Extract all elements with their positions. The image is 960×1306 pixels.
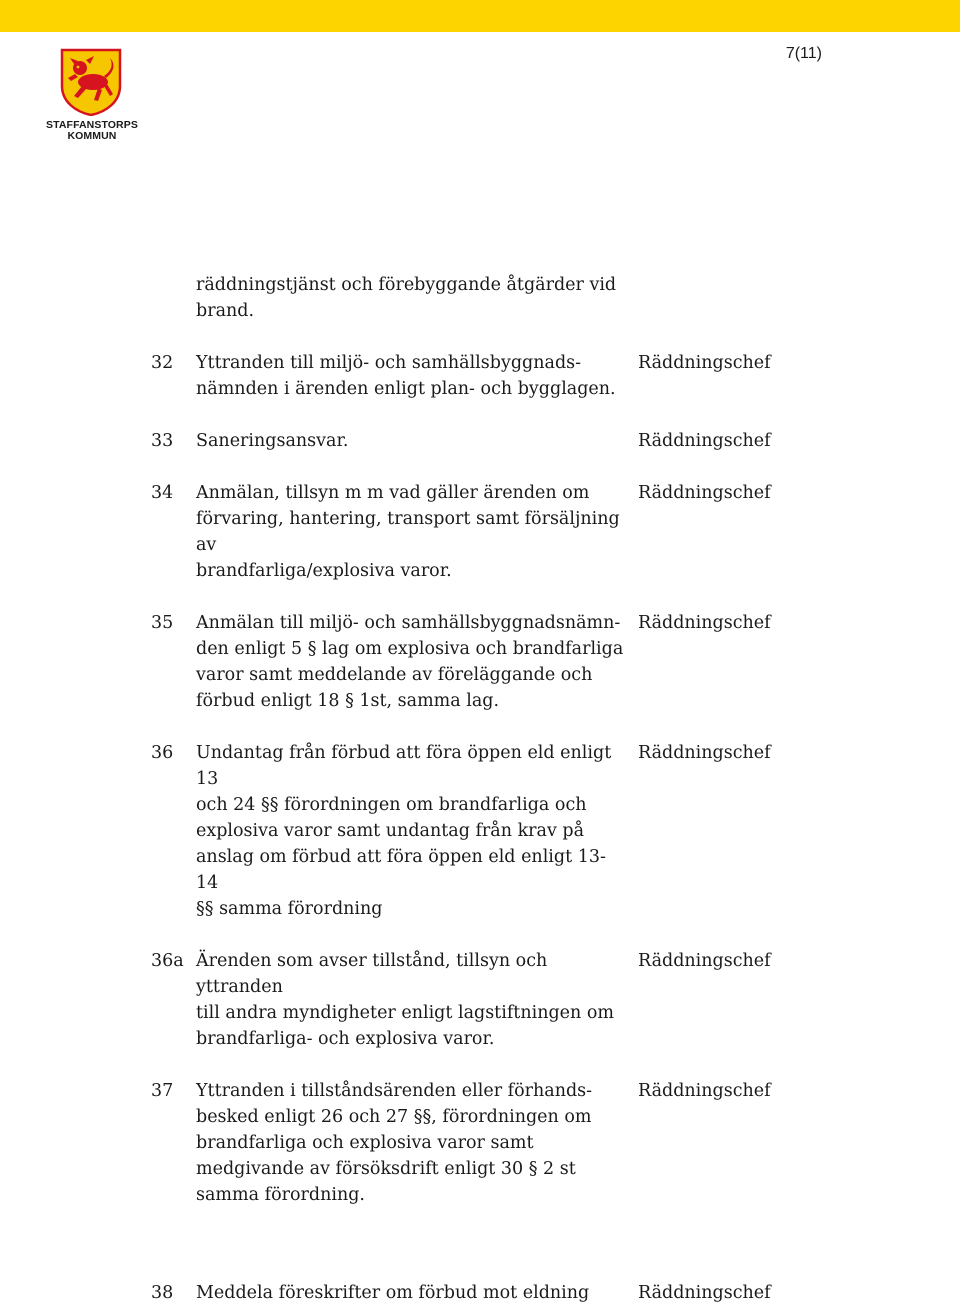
municipality-logo	[44, 48, 140, 154]
delegation-row	[0, 1078, 960, 1208]
description-line: brandfarliga- och explosiva varor.	[196, 1029, 495, 1049]
row-description	[196, 428, 626, 454]
description-line: och 24 §§ förordningen om brandfarliga och	[196, 795, 587, 815]
page-number: 7(11)	[785, 45, 822, 62]
row-delegate: Räddningschef	[638, 1081, 771, 1101]
description-line: §§ samma förordning	[196, 899, 383, 919]
row-number: 35	[151, 613, 174, 633]
description-line: besked enligt 26 och 27 §§, förordningen om	[196, 1107, 592, 1127]
description-line: medgivande av försöksdrift enligt 30 § 2 st	[196, 1159, 576, 1179]
description-line: förvaring, hantering, transport samt försäljning av	[196, 509, 620, 555]
description-line: nämnden i ärenden enligt plan- och bygglagen.	[196, 379, 616, 399]
delegation-list	[0, 272, 960, 1306]
description-line: Yttranden i tillståndsärenden eller förhands-	[196, 1081, 593, 1101]
row-number: 36a	[151, 951, 184, 971]
description-line: explosiva varor samt undantag från krav på	[196, 821, 585, 841]
description-line: brandfarliga/explosiva varor.	[196, 561, 452, 581]
row-number: 33	[151, 431, 174, 451]
delegation-row	[0, 350, 960, 402]
row-delegate: Räddningschef	[638, 483, 771, 503]
description-line: varor samt meddelande av föreläggande och	[196, 665, 593, 685]
row-delegate: Räddningschef	[638, 1283, 771, 1303]
row-description	[196, 1078, 626, 1208]
row-number: 36	[151, 743, 174, 763]
row-number: 32	[151, 353, 174, 373]
logo-line-2: KOMMUN	[67, 130, 117, 142]
row-description	[196, 740, 626, 922]
delegation-row	[0, 1280, 960, 1306]
delegation-row	[0, 428, 960, 454]
description-line: Yttranden till miljö- och samhällsbyggnads-	[196, 353, 582, 373]
row-description	[196, 610, 626, 714]
row-delegate: Räddningschef	[638, 431, 771, 451]
row-description	[196, 350, 626, 402]
row-description	[196, 1280, 626, 1306]
logo-wordmark	[44, 120, 140, 142]
row-delegate: Räddningschef	[638, 743, 771, 763]
lion-shield-icon	[60, 48, 122, 116]
top-color-bar	[0, 0, 960, 32]
description-line: den enligt 5 § lag om explosiva och brandfarliga	[196, 639, 624, 659]
description-line: till andra myndigheter enligt lagstiftningen om	[196, 1003, 614, 1023]
description-line: Undantag från förbud att föra öppen eld enligt 13	[196, 743, 612, 789]
description-line: anslag om förbud att föra öppen eld enligt 13-14	[196, 847, 606, 893]
row-description	[196, 480, 626, 584]
row-delegate: Räddningschef	[638, 353, 771, 373]
description-line: Meddela föreskrifter om förbud mot eldning	[196, 1283, 590, 1303]
logo-line-1: STAFFANSTORPS	[46, 119, 138, 131]
delegation-row	[0, 740, 960, 922]
row-description	[196, 272, 626, 324]
description-line: brand.	[196, 301, 255, 321]
description-line: Anmälan, tillsyn m m vad gäller ärenden om	[196, 483, 590, 503]
row-number: 38	[151, 1283, 174, 1303]
delegation-row	[0, 948, 960, 1052]
description-line: Ärenden som avser tillstånd, tillsyn och yttranden	[196, 951, 548, 997]
description-line: räddningstjänst och förebyggande åtgärder vid	[196, 275, 617, 295]
description-line: Anmälan till miljö- och samhällsbyggnadsnämn-	[196, 613, 621, 633]
delegation-row	[0, 610, 960, 714]
description-line: förbud enligt 18 § 1st, samma lag.	[196, 691, 500, 711]
row-description	[196, 948, 626, 1052]
delegation-row	[0, 272, 960, 324]
delegation-row	[0, 480, 960, 584]
row-delegate: Räddningschef	[638, 613, 771, 633]
description-line: brandfarliga och explosiva varor samt	[196, 1133, 534, 1153]
description-line: samma förordning.	[196, 1185, 365, 1205]
row-delegate: Räddningschef	[638, 951, 771, 971]
description-line: Saneringsansvar.	[196, 431, 349, 451]
row-number: 37	[151, 1081, 174, 1101]
row-number: 34	[151, 483, 174, 503]
